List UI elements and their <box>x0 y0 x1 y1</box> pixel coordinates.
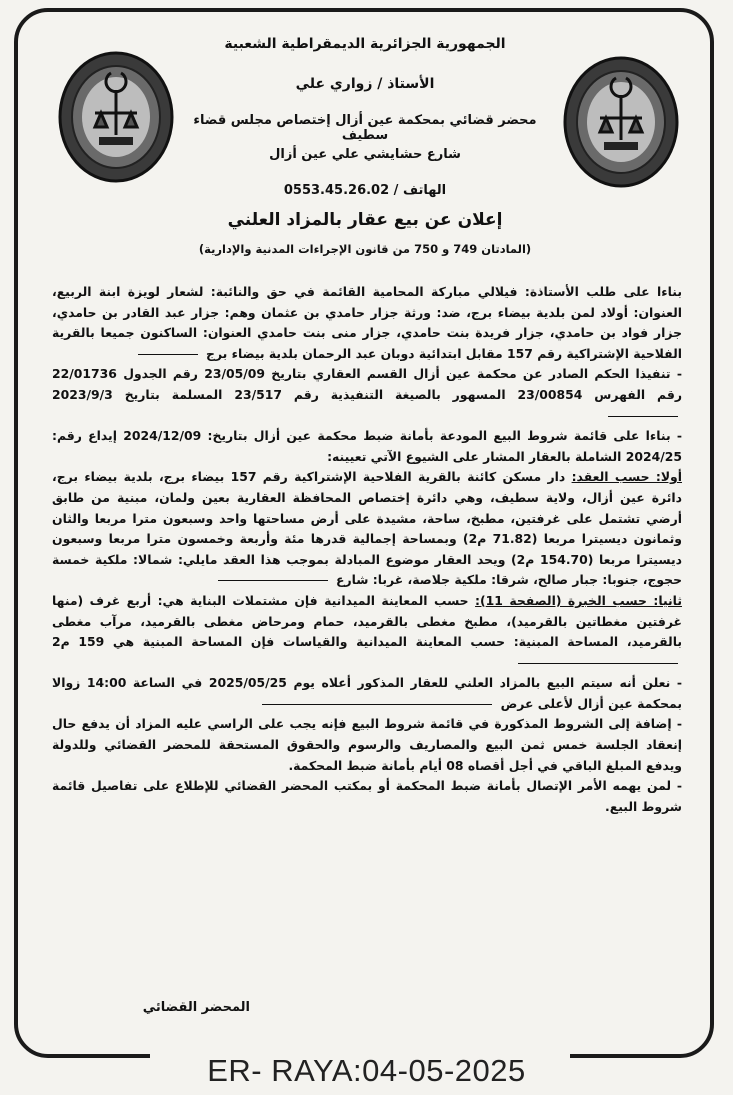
property-by-expertise: ثانيا: حسب الخبرة (الصفحة 11): حسب المعاينة الميدانية فإن مشتملات البناية هي: أربع غرف (منها غرفتين مغطاتين بالقرميد)، مطبخ مغطى بالقرميد، حمام ومرحاض مغطى بالقرميد، مرآب مغطى بالقرميد، المساحة المبنية: حسب المعاينة الميدانية والقياسات فإن المساحة المبنية هي 159 م2 <box>52 591 682 673</box>
judgment-paragraph: - تنفيذا الحكم الصادر عن محكمة عين أزال القسم العقاري بتاريخ 23/05/09 رقم الجدول 22/01736 رقم الفهرس 23/00854 المسهور بالصيغة التنفيذية رقم 23/517 المسلمة بتاريخ 2023/9/3 <box>52 364 682 426</box>
lawyer-name: الأستاذ / زواري علي <box>295 76 435 92</box>
notice-body <box>52 282 682 817</box>
office-address: شارع حشايشي علي عين أزال <box>269 147 461 162</box>
conditions-paragraph: - بناءا على قائمة شروط البيع المودعة بأمانة ضبط محكمة عين أزال بتاريخ: 2024/12/09 إيداع رقم: 2024/25 الشاملة بالعقار المشار على الشيوع الآتي تعيينه: <box>52 428 682 464</box>
deed-label: أولا: حسب العقد: <box>571 469 682 485</box>
justice-seal-icon <box>55 45 177 185</box>
republic-line: الجمهورية الجزائرية الديمقراطية الشعبية <box>224 36 506 52</box>
notice-title: إعلان عن بيع عقار بالمزاد العلني <box>227 210 503 230</box>
justice-seal-icon <box>560 50 682 190</box>
signature: المحضر القضائي <box>142 1000 250 1015</box>
notice-header <box>190 30 540 270</box>
intro-paragraph: بناءا على طلب الأستاذة: فيلالي مباركة المحامية القائمة في حق والنائبة: لشعار لويزة ابنة الربيع، العنوان: أولاد لمن بلدية بيضاء برج، ضد: ورثة جزار حامدي بن عثمان وهم: جزار عبد القادر بن حامدي، جزار فواد بن حامدي، جزار فريدة بنت حامدي، جزار منى بنت حامدي العنوان: الساكنون جميعا بالقرية الفلاحية الإشتراكية رقم 157 مقابل ابتدائية دوبان عبد الرحمان بلدية بيضاء برج <box>52 284 682 361</box>
notice-subtitle: (المادتان 749 و 750 من قانون الإجراءات المدنية والإدارية) <box>198 242 532 256</box>
payment-paragraph: - إضافة إلى الشروط المذكورة في قائمة شروط البيع فإنه يجب على الراسي عليه المزاد أن يدفع حال إنعقاد الجلسة خمس ثمن البيع والمصاريف والرسوم والحقوق المستحقة للمحضر القضائي وللدولة ويدفع المبلغ الباقي في أجل أقصاه 08 أيام بأمانة ضبط المحكمة. <box>52 716 682 773</box>
newspaper-source: ER- RAYA:04-05-2025 <box>207 1053 526 1088</box>
contact-paragraph: - لمن يهمه الأمر الإتصال بأمانة ضبط المحكمة أو بمكتب المحضر القضائي للإطلاع على تفاصيل قائمة شروط البيع. <box>52 778 682 814</box>
auction-date-paragraph: - نعلن أنه سيتم البيع بالمزاد العلني للعقار المذكور أعلاه يوم 2025/05/25 في الساعة 14:00 زوالا بمحكمة عين أزال لأعلى عرض <box>52 675 682 711</box>
bailiff-role: محضر قضائي بمحكمة عين أزال إختصاص مجلس قضاء سطيف <box>193 113 537 143</box>
phone-number: الهاتف / 0553.45.26.02 <box>283 183 447 198</box>
property-by-deed: أولا: حسب العقد: دار مسكن كائنة بالقرية الفلاحية الإشتراكية رقم 157 بيضاء برج، بلدية بيضاء برج، دائرة عين أزال، ولاية سطيف، وهي دائرة إختصاص المحافظة العقارية بعين ولمان، مبنية من طابق أرضي تشتمل على غرفتين، مطبخ، ساحة، مشيدة على أرض مساحتها واحد وسبعون مترا مربعا والثان وثمانون ديسيترا مربعا (71.82 م2) وبمساحة إجمالية قدرها مئة وأربعة وخمسون مترا مربعا وسبعون ديسيترا مربعا (154.70 م2) ويحد العقار موضوع المبادلة بموجب هذا العقد مايلي: شمالا: ملكية خمسة حجوج، جنوبا: جبار صالح، شرقا: ملكية جلاصة، غربا: شارع <box>52 469 682 588</box>
expertise-label: ثانيا: حسب الخبرة (الصفحة 11): <box>475 592 682 608</box>
